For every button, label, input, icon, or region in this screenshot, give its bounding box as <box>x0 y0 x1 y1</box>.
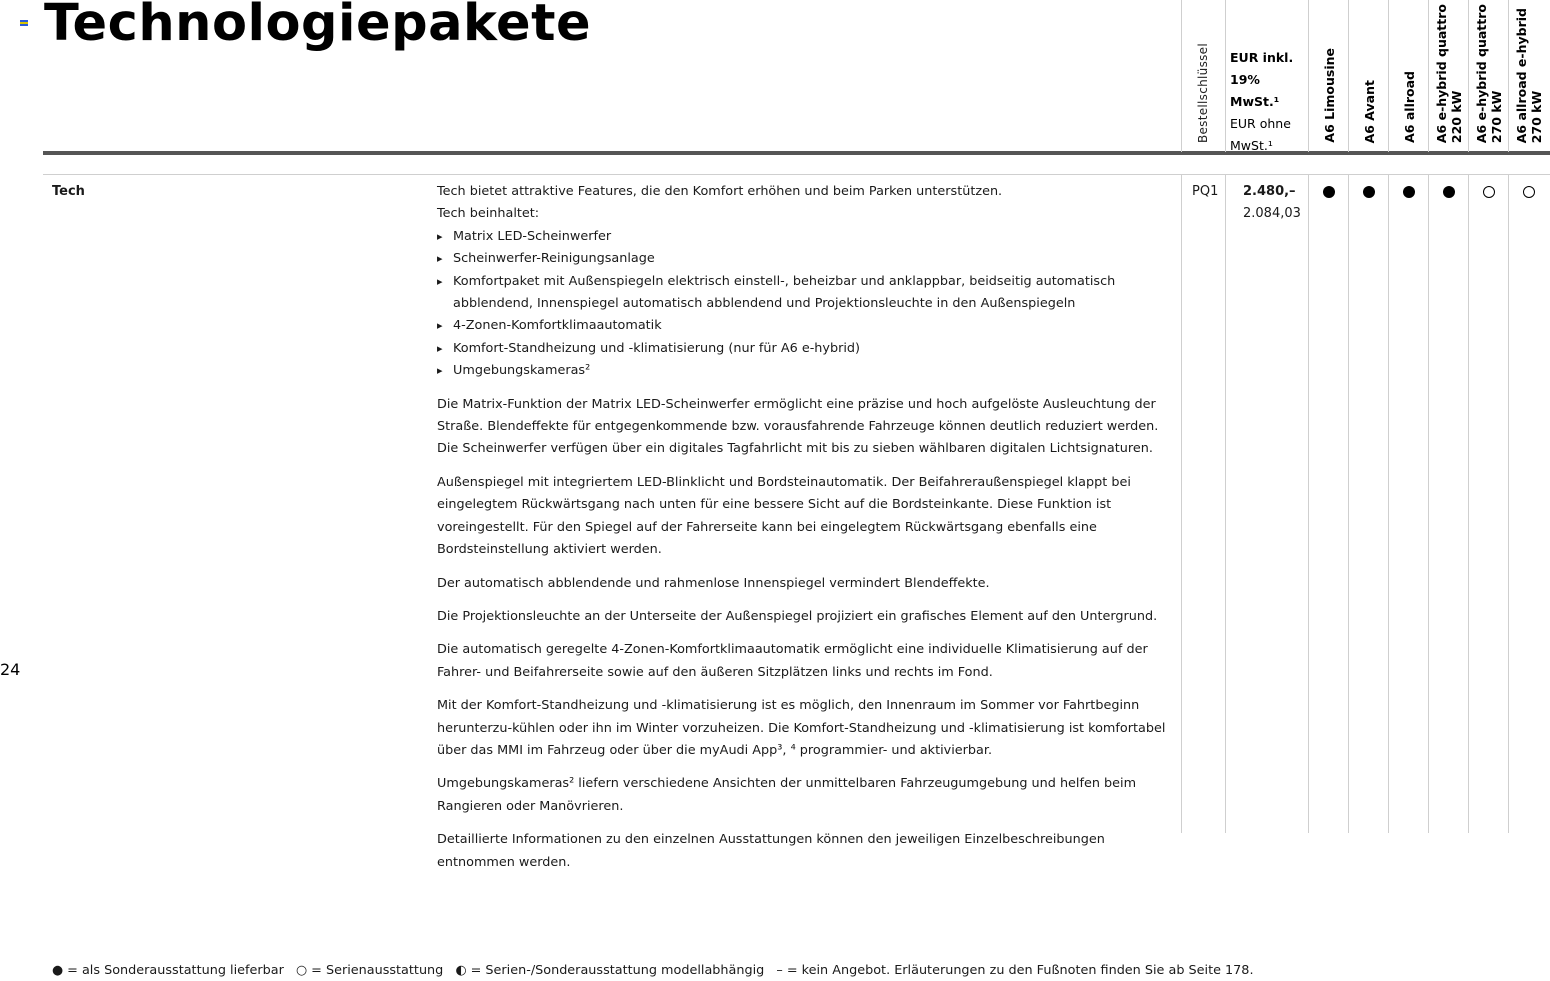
legend-none: – = kein Angebot. Erläuterungen zu den Fußnoten finden Sie ab Seite 178. <box>776 963 1254 978</box>
description-paragraph: Außenspiegel mit integriertem LED-Blinklicht und Bordsteinautomatik. Der Beifahreraußenspiegel klappt bei eingelegtem Rückwärtsgang nach unten für eine bessere Sicht auf die Bordsteinkante. Diese Funktion ist voreingestellt. Für den Spiegel auf der Fahrerseite kann bei eingelegtem Rückwärtsgang ebenfalls eine Bordsteinstellung aktiviert werden. <box>437 474 1131 558</box>
description-paragraph: Mit der Komfort-Standheizung und -klimatisierung ist es möglich, den Innenraum im Sommer vor Fahrtbeginn herunterzu-kühlen oder ihn im Winter vorzuheizen. Die Komfort-Standheizung und -klimatisierung ist komfortabel über das MMI im Fahrzeug oder über die myAudi App³, ⁴ programmier- und aktivierbar. <box>437 698 1166 758</box>
column-divider <box>1428 0 1429 152</box>
column-divider <box>1348 175 1349 833</box>
column-divider <box>1388 0 1389 152</box>
list-item: ▸ 4-Zonen-Komfortklimaautomatik <box>437 315 1177 337</box>
column-divider <box>1181 175 1182 833</box>
availability-marker <box>1363 186 1375 198</box>
header-model: A6 Avant <box>1362 79 1377 143</box>
list-item: ▸ Scheinwerfer-Reinigungsanlage <box>437 248 1177 270</box>
description-paragraph: Die Matrix-Funktion der Matrix LED-Scheinwerfer ermöglicht eine präzise und hoch aufgelöste Ausleuchtung der Straße. Blendeffekte für entgegenkommende bzw. vorausfahrende Fahrzeuge können deutlich reduziert werden. Die Scheinwerfer verfügen über ein digitales Tagfahrlicht mit bis zu sieben wählbaren digitalen Lichtsignaturen. <box>437 396 1159 457</box>
price-incl: 2.480,– <box>1243 184 1296 199</box>
half-circle-icon: ◐ <box>455 963 467 978</box>
price-excl: 2.084,03 <box>1243 206 1301 222</box>
column-divider <box>1508 175 1509 833</box>
legend-model-dependent: = Serien-/Sonderausstattung modellabhängig <box>470 963 765 978</box>
availability-marker <box>1323 186 1335 198</box>
header-model: A6 allroad <box>1402 71 1417 143</box>
description-paragraph: Detaillierte Informationen zu den einzelnen Ausstattungen können den jeweiligen Einzelbeschreibungen entnommen werden. <box>437 832 1105 870</box>
price <box>1243 181 1301 226</box>
column-divider <box>1508 0 1509 152</box>
column-divider <box>1181 0 1182 152</box>
availability-marker <box>1483 186 1495 198</box>
flag-icon <box>20 20 28 26</box>
header-model: A6 allroad e-hybrid 270 kW <box>1514 7 1544 143</box>
column-divider <box>1225 175 1226 833</box>
package-includes-label: Tech beinhaltet: <box>437 206 540 222</box>
list-item: ▸ Komfortpaket mit Außenspiegeln elektrisch einstell-, beheizbar und anklappbar, beidseitig automatisch abblendend, Innenspiegel automatisch abblendend und Projektionsleuchte in den Außenspiegeln <box>437 271 1177 316</box>
header-price <box>1230 47 1310 157</box>
column-divider <box>1225 0 1226 152</box>
legend-optional: = als Sonderausstattung lieferbar <box>67 963 284 978</box>
legend-standard: = Serienausstattung <box>311 963 444 978</box>
availability-marker <box>1403 186 1415 198</box>
availability-marker <box>1443 186 1455 198</box>
header-model: A6 Limousine <box>1322 48 1337 143</box>
header-order-key: Bestellschlüssel <box>1196 42 1210 143</box>
filled-circle-icon: ● <box>52 963 64 978</box>
column-divider <box>1348 0 1349 152</box>
column-divider <box>1388 175 1389 833</box>
column-divider <box>1468 0 1469 152</box>
package-name: Tech <box>52 184 85 199</box>
description-paragraph: Die automatisch geregelte 4-Zonen-Komfortklimaautomatik ermöglicht eine individuelle Klimatisierung auf der Fahrer- und Beifahrerseite sowie auf den äußeren Sitzplätzen links und rechts im Fond. <box>437 642 1148 680</box>
row-rule <box>43 174 1550 175</box>
order-key: PQ1 <box>1192 184 1219 199</box>
package-intro: Tech bietet attraktive Features, die den Komfort erhöhen und beim Parken unterstützen. <box>437 184 1003 199</box>
page-title: Technologiepakete <box>44 0 592 53</box>
package-description <box>437 181 1177 874</box>
availability-marker <box>1523 186 1535 198</box>
list-item: ▸ Matrix LED-Scheinwerfer <box>437 226 1177 248</box>
column-divider <box>1468 175 1469 833</box>
column-divider <box>1308 175 1309 833</box>
open-circle-icon: ○ <box>296 963 308 978</box>
list-item: ▸ Umgebungskameras² <box>437 360 1177 382</box>
header-model: A6 e-hybrid quattro 270 kW <box>1474 3 1504 143</box>
description-paragraph: Die Projektionsleuchte an der Unterseite der Außenspiegel projiziert ein grafisches Element auf den Untergrund. <box>437 608 1158 624</box>
list-item: ▸ Komfort-Standheizung und -klimatisierung (nur für A6 e-hybrid) <box>437 338 1177 360</box>
package-items <box>437 226 1177 383</box>
description-paragraph: Umgebungskameras² liefern verschiedene Ansichten der unmittelbaren Fahrzeugumgebung und helfen beim Rangieren oder Manövrieren. <box>437 776 1137 814</box>
page-number: 24 <box>0 660 21 679</box>
legend <box>52 963 1258 978</box>
header-model: A6 e-hybrid quattro 220 kW <box>1434 3 1464 143</box>
column-divider <box>1428 175 1429 833</box>
description-paragraph: Der automatisch abblendende und rahmenlose Innenspiegel vermindert Blendeffekte. <box>437 575 990 591</box>
header-rule <box>43 151 1550 155</box>
header-price-excl: EUR ohne MwSt.¹ <box>1230 116 1291 153</box>
header-price-incl: EUR inkl. 19% MwSt.¹ <box>1230 50 1294 109</box>
